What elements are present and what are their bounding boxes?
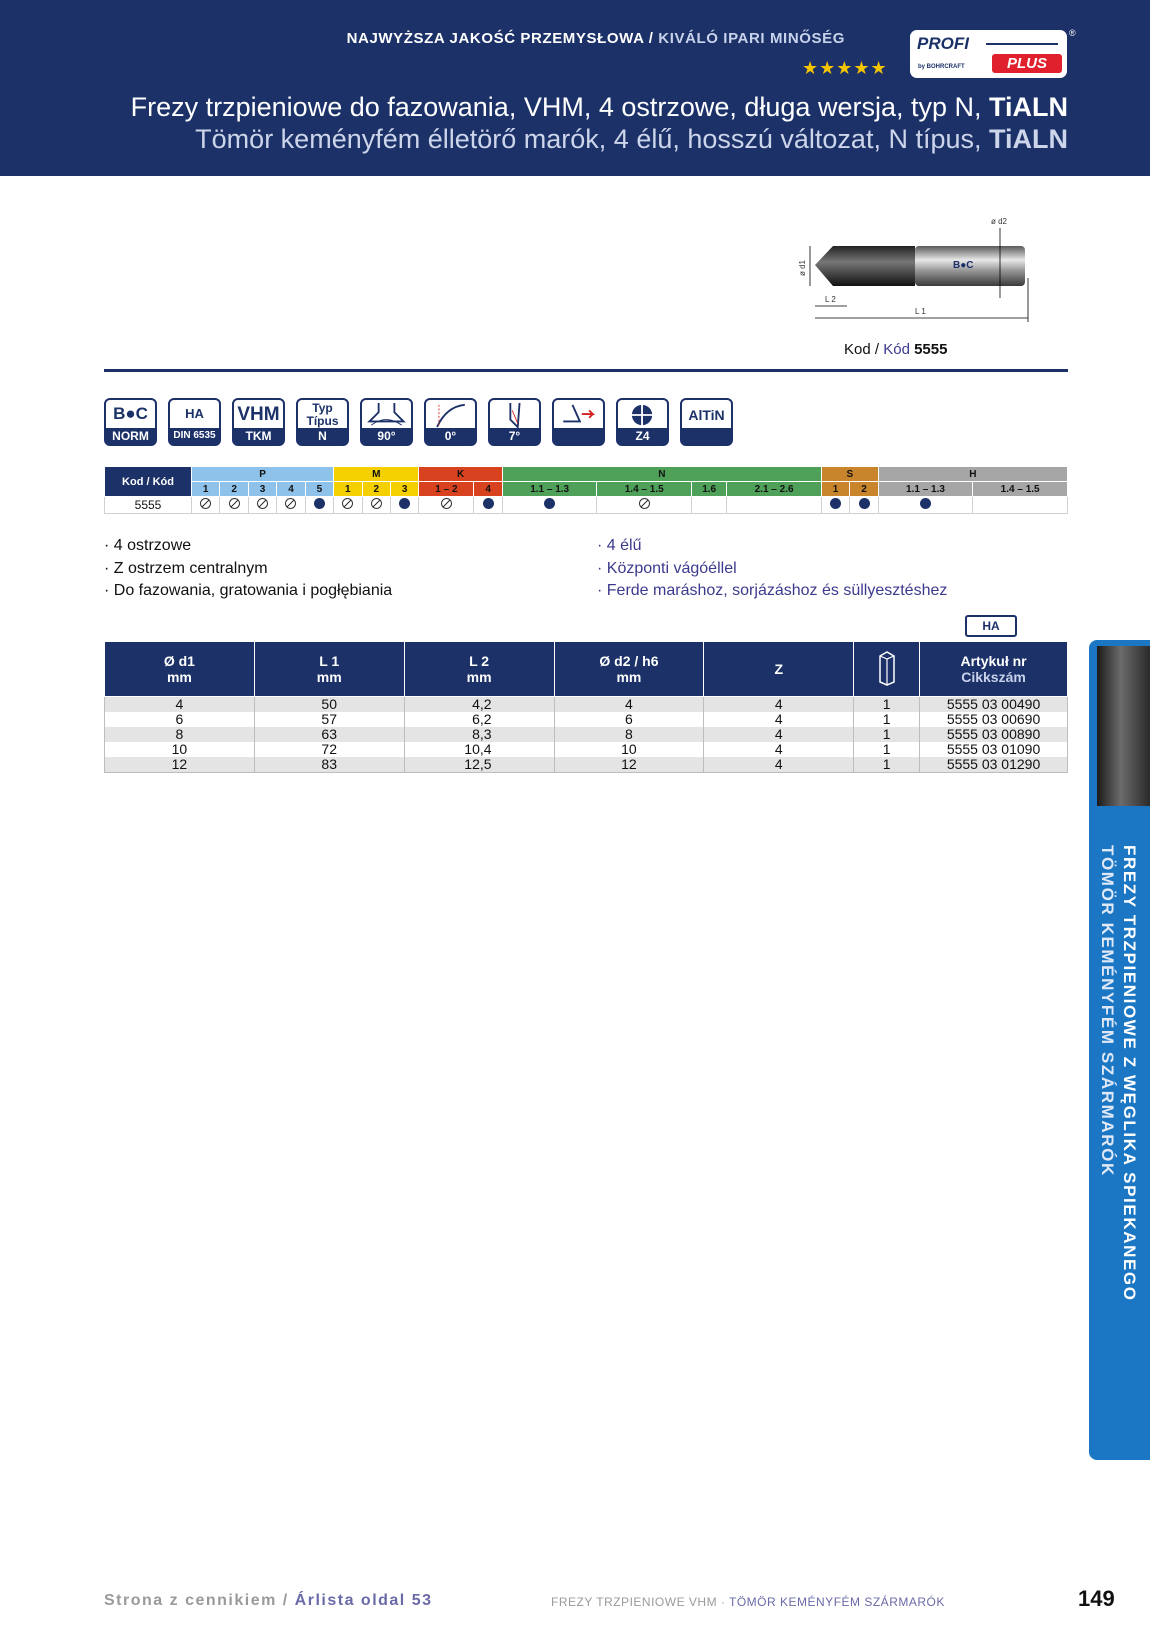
sub-s-2: 2 [850,482,878,497]
cell-z: 4 [704,697,854,713]
cell-d1: 4 [105,697,255,713]
col-d2-unit: mm [616,669,642,685]
material-suitability-cell [850,497,878,514]
end-mill-photo [1097,646,1150,806]
spec-header-row [105,642,1068,697]
material-suitability-cell [390,497,418,514]
material-suitability-cell [474,497,502,514]
material-suitability-cell [334,497,362,514]
material-suitability-cell [305,497,333,514]
suitable-full-icon [920,498,931,509]
sub-p-2: 2 [220,482,248,497]
cell-z: 4 [704,727,854,742]
center-cut-label [554,428,603,444]
table-row [105,742,1068,757]
sub-m-1: 1 [334,482,362,497]
label-d1: ø d1 [798,259,807,276]
material-data-row [105,497,1068,514]
features-list-hu [597,535,947,603]
tagline-pl: NAJWYŻSZA JAKOŚĆ PRZEMYSŁOWA [346,30,644,47]
col-l2-unit: mm [466,669,492,685]
cell-l1: 72 [254,742,404,757]
type-n-bottom: N [298,428,347,444]
feature-hu-item: · 4 élű [597,537,642,554]
cell-pack: 1 [854,712,920,727]
suitable-partial-icon [342,498,353,509]
col-pack-icon [854,642,920,697]
logo-profi: PROFI [917,34,969,53]
feature-pl-item: · Do fazowania, gratowania i pogłębiania [104,582,393,599]
cell-z: 4 [704,757,854,773]
four-flutes-symbol [618,400,667,430]
divider-line [104,369,1068,372]
cell-pack: 1 [854,742,920,757]
title-pl-text: Frezy trzpieniowe do fazowania, VHM, 4 ostrzowe, długa wersja, typ N, [130,92,989,122]
col-l1 [254,642,404,697]
cell-d2: 6 [554,712,704,727]
kod-label-pl: Kod [844,341,871,358]
material-suitability-cell [362,497,390,514]
table-row [105,727,1068,742]
material-suitability-cell [692,497,727,514]
ha-din-top: HA [185,406,204,421]
col-z [704,642,854,697]
suitable-full-icon [830,498,841,509]
tool-drawing [798,217,1075,338]
features-list-pl [104,535,392,603]
material-suitability-cell [248,497,276,514]
kod-separator: / [870,341,884,358]
flutes-z4-icon [616,398,669,446]
col-l2 [404,642,554,697]
cell-l2: 12,5 [404,757,554,773]
col-z-title: Z [774,661,784,677]
cell-d2: 12 [554,757,704,773]
cell-d2: 8 [554,727,704,742]
sub-p-5: 5 [305,482,333,497]
title-hu-coating: TiALN [989,124,1068,154]
price-list-reference [104,1592,433,1610]
material-suitability-cell [878,497,973,514]
cell-l2: 6,2 [404,712,554,727]
sub-h-2: 1.4 – 1.5 [973,482,1068,497]
cell-l2: 8,3 [404,727,554,742]
col-article-title: Artykuł nr [960,653,1027,669]
ha-din-bottom: DIN 6535 [170,428,219,444]
kod-label-hu: Kód [883,341,910,358]
spec-table [104,641,1068,773]
page-title-pl [131,92,1068,123]
col-l1-unit: mm [316,669,342,685]
material-kod-header: Kod / Kód [105,467,192,497]
tagline-separator: / [643,30,659,47]
suitable-partial-icon [441,498,452,509]
cell-z: 4 [704,712,854,727]
col-article [920,642,1068,697]
sub-p-3: 3 [248,482,276,497]
cell-l2: 10,4 [404,742,554,757]
footer-title-hu: TÖMÖR KEMÉNYFÉM SZÁRMARÓK [729,1595,945,1609]
col-d2 [554,642,704,697]
material-suitability-cell [502,497,597,514]
cell-article: 5555 03 01090 [920,742,1068,757]
page-title-hu [195,124,1068,155]
altin-label: AlTiN [688,407,725,423]
sub-p-4: 4 [277,482,305,497]
ha-din-icon [168,398,221,446]
label-d2: ø d2 [991,217,1008,226]
clearance-angle-symbol [490,400,539,430]
tool-tip [815,246,915,286]
feature-hu-item: · Ferde maráshoz, sorjázáshoz és süllyesztéshez [597,582,948,599]
table-row [105,712,1068,727]
cell-pack: 1 [854,697,920,713]
suitable-full-icon [544,498,555,509]
z4-label: Z4 [618,428,667,444]
material-suitability-cell [973,497,1068,514]
cell-article: 5555 03 01290 [920,757,1068,773]
material-suitability-cell [277,497,305,514]
footer-ref-pl: Strona z cennikiem / [104,1592,289,1609]
registered-mark: ® [1069,28,1076,38]
sub-h-1: 1.1 – 1.3 [878,482,973,497]
footer-section-title [551,1595,945,1609]
sub-n-4: 2.1 – 2.6 [727,482,822,497]
suitable-partial-icon [229,498,240,509]
boc-norm-icon [104,398,157,446]
sub-n-2: 1.4 – 1.5 [597,482,692,497]
group-m: M [334,467,419,482]
col-d1-unit: mm [166,669,192,685]
group-p: P [192,467,334,482]
profi-plus-logo [910,30,1067,78]
sub-m-3: 3 [390,482,418,497]
rake-angle-0-icon [424,398,477,446]
table-row [105,697,1068,713]
drawing-brand-label: B●C [953,260,974,271]
col-l2-title: L 2 [469,653,490,669]
package-icon [878,650,896,686]
boc-norm-bottom: NORM [106,428,155,444]
material-suitability-cell [727,497,822,514]
side-tab-title-pl: FREZY TRZPIENIOWE Z WĘGLIKA SPIEKANEGO [1120,845,1139,1302]
col-d2-title: Ø d2 / h6 [599,653,659,669]
altin-coating-icon [680,398,733,446]
title-hu-text: Tömör keményfém élletörő marók, 4 élű, hosszú változat, N típus, [195,124,989,154]
material-suitability-cell [597,497,692,514]
angle-7-label: 7° [490,428,539,444]
suitable-full-icon [483,498,494,509]
col-l1-title: L 1 [319,653,340,669]
type-n-icon [296,398,349,446]
cell-article: 5555 03 00490 [920,697,1068,713]
group-k: K [419,467,503,482]
col-article-hu: Cikkszám [961,669,1026,685]
logo-by: by BOHRCRAFT [918,64,965,70]
material-row-code: 5555 [105,497,192,514]
feature-pl-item: · 4 ostrzowe [104,537,192,554]
cell-l2: 4,2 [404,697,554,713]
cell-d1: 8 [105,727,255,742]
boc-norm-top: B●C [113,404,148,423]
col-d1-title: Ø d1 [163,653,195,669]
suitable-full-icon [399,498,410,509]
sub-n-1: 1.1 – 1.3 [502,482,597,497]
sub-p-1: 1 [192,482,220,497]
cell-l1: 63 [254,727,404,742]
cell-l1: 83 [254,757,404,773]
logo-plus: PLUS [992,54,1062,73]
cell-d2: 10 [554,742,704,757]
kod-value: 5555 [914,341,948,358]
page-number: 149 [1078,1586,1115,1611]
angle-90-label: 90° [362,428,411,444]
material-suitability-cell [821,497,849,514]
group-n: N [502,467,821,482]
table-row [105,757,1068,773]
chamfer-90-symbol [362,400,411,430]
cell-z: 4 [704,742,854,757]
suitable-partial-icon [639,498,650,509]
clearance-angle-7-icon [488,398,541,446]
chamfer-angle-90-icon [360,398,413,446]
header-banner [0,0,1150,176]
suitable-partial-icon [257,498,268,509]
center-cut-symbol [554,400,603,430]
material-suitability-cell [419,497,474,514]
cell-l1: 57 [254,712,404,727]
group-h: H [878,467,1067,482]
cell-l1: 50 [254,697,404,713]
cell-d1: 6 [105,712,255,727]
cell-article: 5555 03 00690 [920,712,1068,727]
suitable-full-icon [314,498,325,509]
cell-d1: 12 [105,757,255,773]
cell-d1: 10 [105,742,255,757]
material-suitability-cell [220,497,248,514]
product-code-label [844,341,947,358]
feature-hu-item: · Központi vágóéllel [597,559,737,577]
suitable-partial-icon [285,498,296,509]
quality-tagline [347,30,845,47]
suitable-partial-icon [200,498,211,509]
vhm-tkm-bottom: TKM [234,428,283,444]
sub-n-3: 1.6 [692,482,727,497]
material-group-row [105,467,1068,482]
footer-ref-hu: Árlista oldal 53 [294,1592,433,1609]
title-pl-coating: TiALN [989,92,1068,122]
rake-angle-symbol [426,400,475,430]
suitable-partial-icon [371,498,382,509]
feature-pl-item: · Z ostrzem centralnym [104,559,268,577]
type-n-top: Typ Típus [306,401,339,428]
group-s: S [821,467,878,482]
sub-k-1: 1 – 2 [419,482,474,497]
center-cut-icon [552,398,605,446]
altin-bottom [682,428,731,444]
sub-k-2: 4 [474,482,502,497]
label-l2: L 2 [825,295,836,304]
label-l1: L 1 [915,307,926,316]
side-tab-title-hu: TÖMÖR KEMÉNYFÉM SZÁRMARÓK [1098,845,1117,1177]
material-subgroup-row [105,482,1068,497]
ha-shank-badge: HA [965,615,1017,637]
angle-0-label: 0° [426,428,475,444]
col-d1 [105,642,255,697]
section-side-tab [1089,640,1150,1460]
cell-article: 5555 03 00890 [920,727,1068,742]
cell-d2: 4 [554,697,704,713]
material-suitability-cell [192,497,220,514]
cell-pack: 1 [854,727,920,742]
sub-s-1: 1 [821,482,849,497]
cell-pack: 1 [854,757,920,773]
vhm-tkm-icon [232,398,285,446]
sub-m-2: 2 [362,482,390,497]
rating-stars: ★★★★★ [802,58,888,78]
logo-drill-line [986,43,1058,45]
tagline-hu: KIVÁLÓ IPARI MINŐSÉG [658,30,845,47]
material-suitability-table [104,466,1068,514]
suitable-full-icon [859,498,870,509]
footer-title-pl: FREZY TRZPIENIOWE VHM · [551,1595,730,1609]
vhm-tkm-top: VHM [237,404,280,425]
